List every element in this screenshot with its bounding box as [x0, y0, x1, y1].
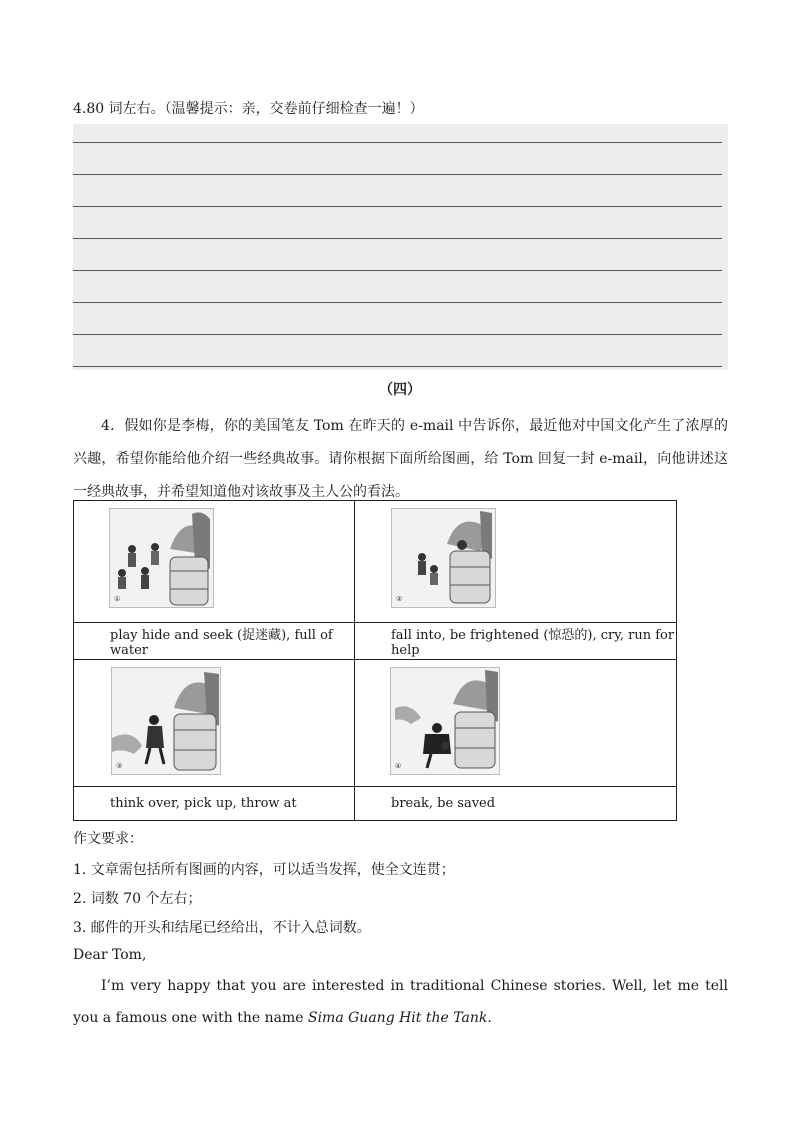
- picture-caption-4: break, be saved: [391, 796, 496, 811]
- picture-number: ①: [114, 595, 121, 603]
- writing-line: [73, 238, 722, 239]
- section-title: （四）: [379, 382, 421, 398]
- writing-line: [73, 366, 722, 367]
- writing-line: [73, 174, 722, 175]
- picture-cell-4: [355, 660, 676, 787]
- caption-cell-4: [355, 787, 676, 820]
- picture-caption-1: play hide and seek (捉迷藏), full of water: [110, 628, 333, 658]
- caption-cell-1: [74, 623, 355, 660]
- writing-area[interactable]: [73, 124, 728, 370]
- question-prompt: 4．假如你是李梅，你的美国笔友 Tom 在昨天的 e-mail 中告诉你，最近他对中国文化产生了浓厚的兴趣，希望你能给他介绍一些经典故事。请你根据下面所给图画，给 Tom 回复一封 e-mail，向他讲述这一经典故事，并希望知道他对该故事及主人公的看法。: [73, 418, 728, 500]
- letter-body: [73, 970, 728, 1034]
- requirements-heading: 作文要求：: [73, 831, 143, 847]
- picture-cell-2: [355, 501, 676, 623]
- story-illustration-3: [111, 667, 221, 775]
- writing-line: [73, 302, 722, 303]
- story-illustration-1: [109, 508, 214, 608]
- letter-greeting: Dear Tom,: [73, 947, 147, 963]
- picture-caption-2: fall into, be frightened (惊恐的), cry, run for help: [391, 628, 675, 658]
- letter-body-text: I’m very happy that you are interested in traditional Chinese stories. Well, let me tell you a famous one with the name: [73, 978, 728, 1026]
- story-illustration-2: [391, 508, 496, 608]
- picture-grid: [73, 500, 677, 821]
- essay-word-count-line: 4.80 词左右。（温馨提示：亲，交卷前仔细检查一遍！）: [73, 101, 424, 117]
- caption-cell-2: [355, 623, 676, 660]
- caption-cell-3: [74, 787, 355, 820]
- picture-number: ④: [395, 762, 402, 770]
- requirement-item-3: 3. 邮件的开头和结尾已经给出，不计入总词数。: [73, 920, 371, 936]
- picture-number: ②: [396, 595, 403, 603]
- writing-line: [73, 270, 722, 271]
- story-title: Sima Guang Hit the Tank: [307, 1010, 488, 1026]
- requirement-item-1: 1. 文章需包括所有图画的内容，可以适当发挥，使全文连贯；: [73, 862, 455, 878]
- picture-caption-3: think over, pick up, throw at: [110, 796, 297, 811]
- letter-body-end: .: [487, 1010, 492, 1026]
- writing-line: [73, 334, 722, 335]
- requirement-item-2: 2. 词数 70 个左右；: [73, 891, 202, 907]
- picture-number: ③: [116, 762, 123, 770]
- picture-cell-1: [74, 501, 355, 623]
- writing-line: [73, 206, 722, 207]
- writing-line: [73, 142, 722, 143]
- story-illustration-4: [390, 667, 500, 775]
- picture-cell-3: [74, 660, 355, 787]
